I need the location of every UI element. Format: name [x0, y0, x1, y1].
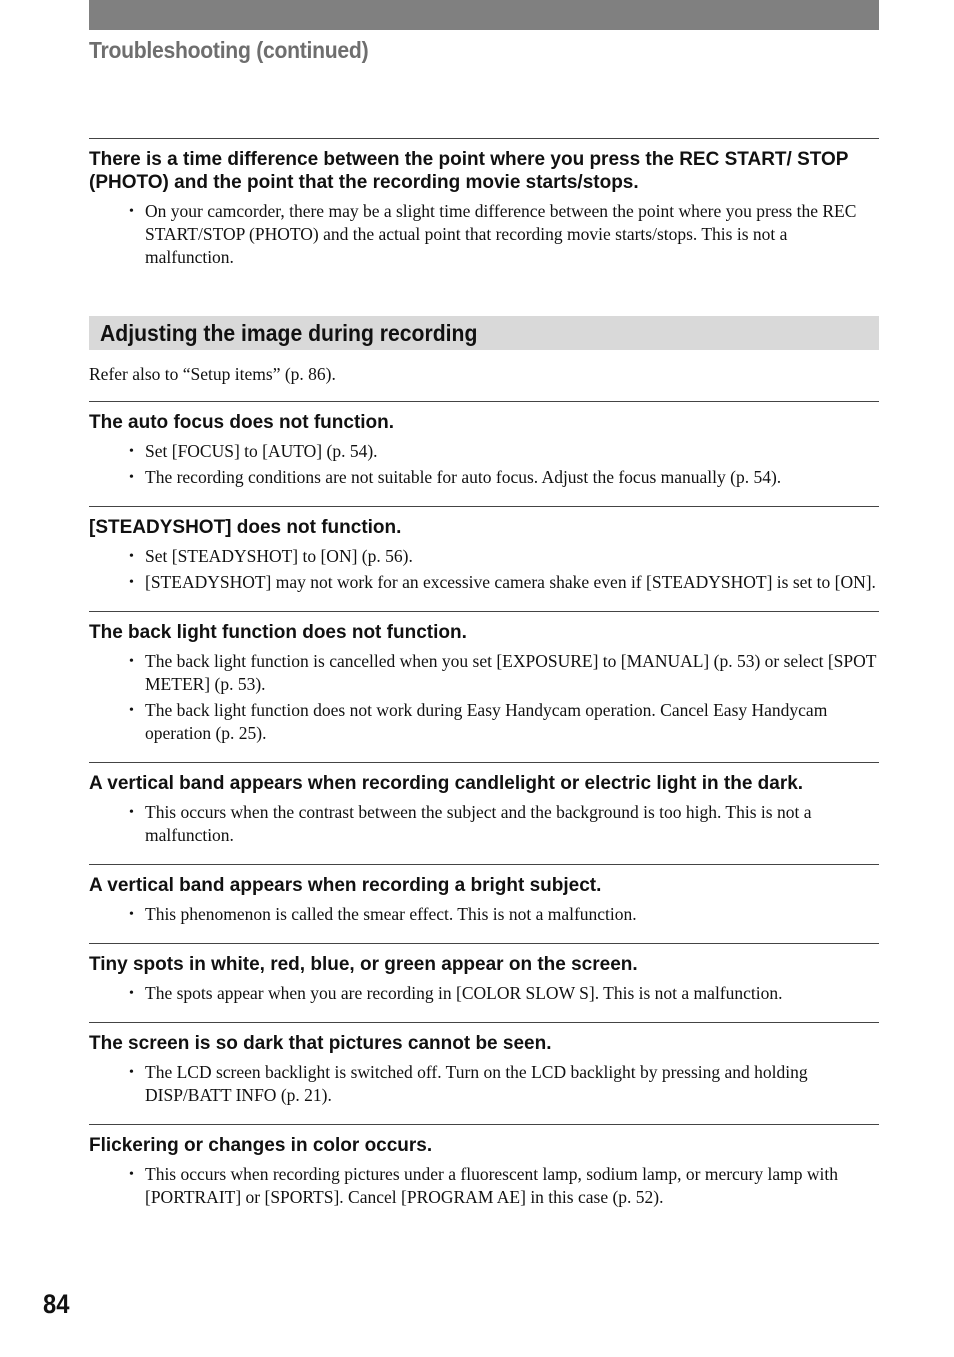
trouble-question: A vertical band appears when recording a bright subject. — [89, 875, 602, 896]
page-number: 84 — [43, 1289, 70, 1319]
answer-bullet: • Set [STEADYSHOT] to [ON] (p. 56). — [89, 545, 879, 568]
trouble-item — [89, 611, 879, 762]
answer-bullet: • The back light function does not work during Easy Handycam operation. Cancel Easy Handycam operation (p. 25). — [89, 699, 879, 745]
trouble-question: There is a time difference between the point where you press the REC START/ STOP (PHOTO) and the point that the recording movie starts/stops. — [89, 149, 849, 193]
answer-bullet: • Set [FOCUS] to [AUTO] (p. 54). — [89, 440, 879, 463]
answer-bullet: • The spots appear when you are recording in [COLOR SLOW S]. This is not a malfunction. — [89, 982, 879, 1005]
answer-bullet: • This occurs when recording pictures under a fluorescent lamp, sodium lamp, or mercury lamp with [PORTRAIT] or [SPORTS]. Cancel [PROGRAM AE] in this case (p. 52). — [89, 1163, 879, 1209]
answer-list — [89, 1163, 879, 1209]
answer-bullet: • The LCD screen backlight is switched off. Turn on the LCD backlight by pressing and holding DISP/BATT INFO (p. 21). — [89, 1061, 879, 1107]
trouble-question: Flickering or changes in color occurs. — [89, 1135, 433, 1156]
answer-bullet: • On your camcorder, there may be a slight time difference between the point where you press the REC START/STOP (PHOTO) and the actual point that recording movie starts/stops. This is not a malfunction. — [89, 200, 879, 269]
trouble-question: The auto focus does not function. — [89, 412, 395, 433]
answer-bullet: • This phenomenon is called the smear effect. This is not a malfunction. — [89, 903, 879, 926]
answer-bullet: • [STEADYSHOT] may not work for an excessive camera shake even if [STEADYSHOT] is set to [ON]. — [89, 571, 879, 594]
running-title: Troubleshooting (continued) — [89, 37, 369, 63]
section-title: Adjusting the image during recording — [100, 320, 478, 346]
trouble-question: [STEADYSHOT] does not function. — [89, 517, 402, 538]
answer-bullet: • The back light function is cancelled when you set [EXPOSURE] to [MANUAL] (p. 53) or select [SPOT METER] (p. 53). — [89, 650, 879, 696]
answer-list — [89, 801, 879, 847]
trouble-item — [89, 943, 879, 1022]
answer-list — [89, 200, 879, 269]
answer-list — [89, 440, 879, 489]
refer-note: Refer also to “Setup items” (p. 86). — [89, 364, 336, 384]
trouble-question: Tiny spots in white, red, blue, or green appear on the screen. — [89, 954, 638, 975]
trouble-question: The screen is so dark that pictures cannot be seen. — [89, 1033, 552, 1054]
trouble-list — [89, 401, 879, 1226]
answer-list — [89, 903, 879, 926]
page-content — [89, 138, 879, 1226]
trouble-item — [89, 864, 879, 943]
header-bar — [89, 0, 879, 30]
trouble-item — [89, 1022, 879, 1124]
trouble-item — [89, 138, 879, 316]
answer-bullet: • This occurs when the contrast between the subject and the background is too high. This is not a malfunction. — [89, 801, 879, 847]
trouble-item — [89, 401, 879, 506]
trouble-item — [89, 1124, 879, 1226]
trouble-question: The back light function does not function. — [89, 622, 467, 643]
trouble-item — [89, 506, 879, 611]
answer-bullet: • The recording conditions are not suitable for auto focus. Adjust the focus manually (p. 54). — [89, 466, 879, 489]
section-heading — [89, 316, 879, 350]
trouble-item — [89, 762, 879, 864]
answer-list — [89, 982, 879, 1005]
answer-list — [89, 1061, 879, 1107]
answer-list — [89, 545, 879, 594]
answer-list — [89, 650, 879, 745]
trouble-question: A vertical band appears when recording candlelight or electric light in the dark. — [89, 773, 804, 794]
